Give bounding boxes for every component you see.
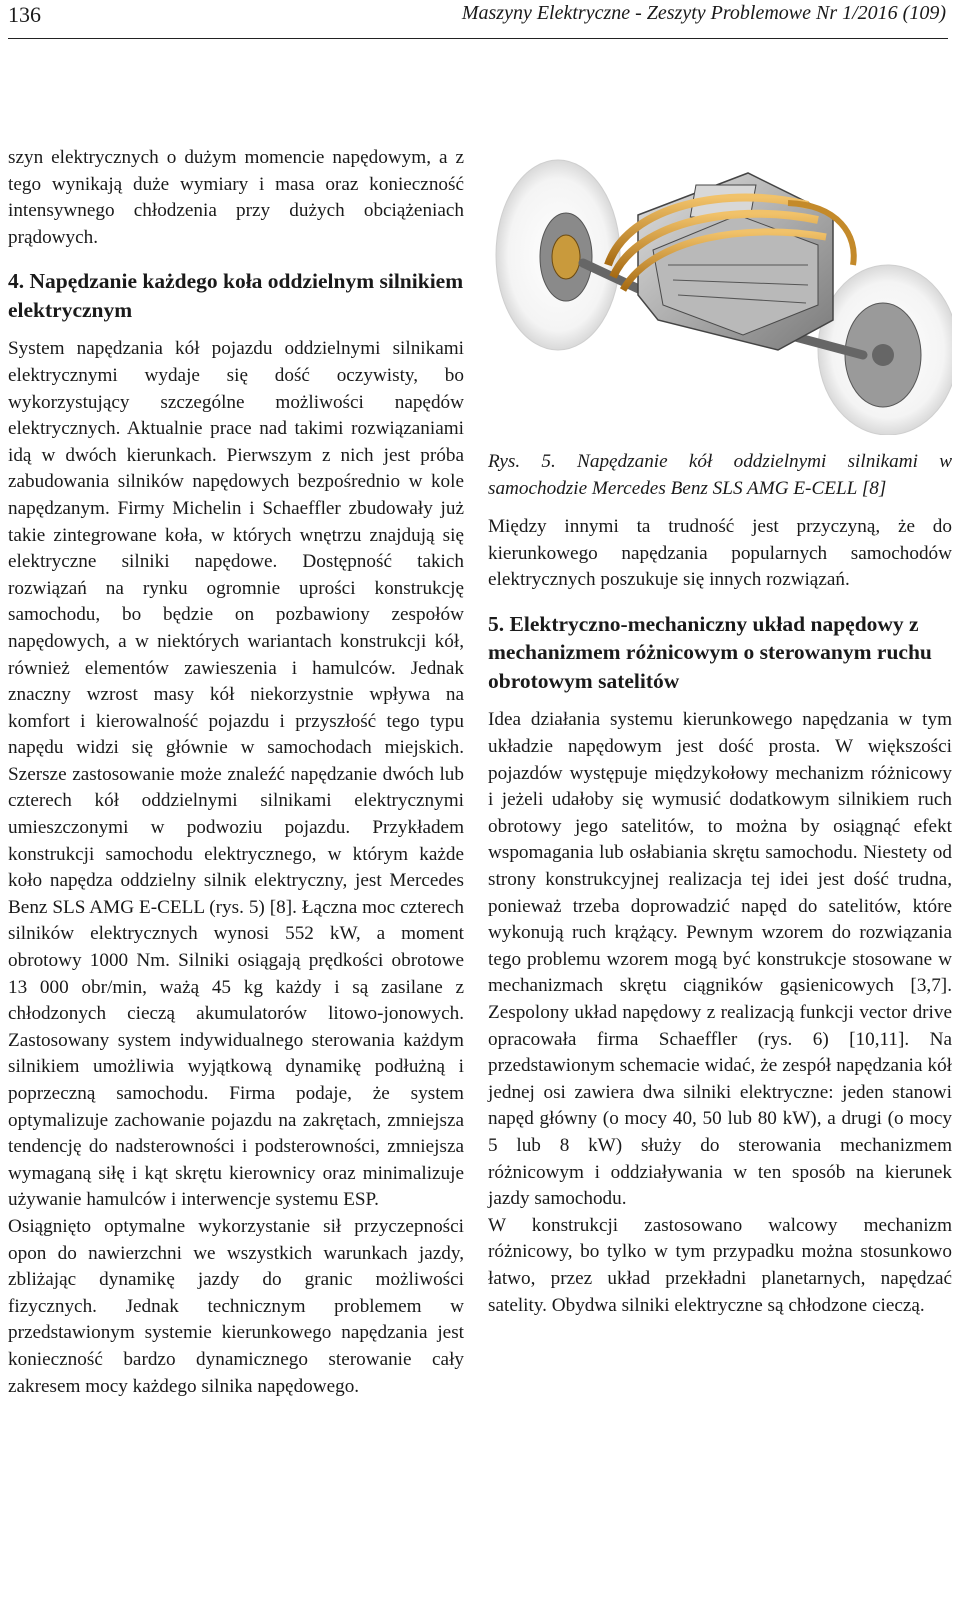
- page-number: 136: [8, 2, 41, 27]
- left-column: [8, 145, 464, 1400]
- running-header: Maszyny Elektryczne - Zeszyty Problemowe Nr 1/2016 (109): [461, 2, 946, 24]
- body-paragraph-4: Idea działania systemu kierunkowego napędzania w tym układzie napędowym jest dość prosta. W większości pojazdów występuje międzykołowy mechanizm różnicowy i jeżeli udałoby się wymusić dodatkowym silnikiem ruch obrotowy jego satelitów, to można by osiągnąć efekt wspomagania lub osłabiania skrętu samochodu. Niestety od strony konstrukcyjnej realizacja tej idei jest dość trudna, ponieważ trzeba doprowadzić napęd do satelitów, które wykonują ruch krążący. Pewnym wzorem do rozwiązania tego problemu wzorem mogą być konstrukcje stosowane w mechanizmach skrętu ciągników gąsienicowych [3,7]. Zespolony układ napędowy z realizacją funkcji vector drive opracowała firma Schaeffler (rys. 6) [10,11]. Na przedstawionym schemacie widać, że zespół napędzania kół jednej osi zawiera dwa silniki elektryczne: jeden stanowi napęd główny (o mocy 40, 50 lub 80 kW), a drugi (o mocy 5 lub 8 kW) służy do sterowania mechanizmem różnicowym i oddziaływania w ten sposób na kierunek jazdy samochodu.: [488, 709, 952, 1210]
- body-paragraph-3: Między innymi ta trudność jest przyczyną, że do kierunkowego napędzania popularnych samochodów elektrycznych poszukuje się innych rozwiązań.: [488, 516, 952, 591]
- figure-caption: Rys. 5. Napędzanie kół oddzielnymi silnikami w samochodzie Mercedes Benz SLS AMG E-CELL [8]: [488, 451, 952, 499]
- header-rule: [8, 38, 948, 39]
- intro-paragraph: szyn elektrycznych o dużym momencie napędowym, a z tego wynikają duże wymiary i masa oraz konieczność intensywnego chłodzenia przy dużych obciążeniach prądowych.: [8, 147, 464, 248]
- right-column: [488, 145, 952, 1319]
- body-paragraph-2: Osiągnięto optymalne wykorzystanie sił przyczepności opon do nawierzchni we wszystkich warunkach jazdy, zbliżając dynamikę jazdy do granic możliwości fizycznych. Jednak technicznym problemem w przedstawionym systemie kierunkowego napędzania jest konieczność bardzo dynamicznego sterowanie cały zakresem mocy każdego silnika napędowego.: [8, 1215, 464, 1397]
- body-paragraph-5: W konstrukcji zastosowano walcowy mechanizm różnicowy, bo tylko w tym przypadku można stosunkowo łatwo, przez układ przekładni planetarnych, napędzać satelity. Obydwa silniki elektryczne są chłodzone cieczą.: [488, 1214, 952, 1316]
- figure-5: [488, 145, 952, 435]
- drivetrain-illustration: [488, 145, 952, 435]
- body-paragraph-1: System napędzania kół pojazdu oddzielnymi silnikami elektrycznymi wydaje się dość oczywisty, bo wykorzystujący szczególne możliwości napędów elektrycznych. Aktualnie prace nad takimi rozwiązaniami idą w dwóch kierunkach. Pierwszym z nich jest próba zabudowania silników napędowych bezpośrednio w kole napędzanym. Firmy Michelin i Schaeffler zbudowały już takie zintegrowane koła, w których wnętrzu znajdują się elektryczne silniki napędowe. Dostępność takich rozwiązań na rynku ogromnie uprości konstrukcję samochodu, bo będzie on pozbawiony zespołów napędowych, a w niektórych wariantach konstrukcji kół, również elementów zawieszenia i hamulców. Jednak znaczny wzrost masy kół niekorzystnie wpływa na komfort i kierowalność pojazdu i przyszłość tego typu napędu widzi się głównie w samochodach miejskich. Szersze zastosowanie może znaleźć napędzanie dwóch lub czterech kół oddzielnymi silnikami elektrycznymi umieszczonymi w podwoziu pojazdu. Przykładem konstrukcji samochodu elektrycznego, w którym każde koło napędza oddzielny silnik elektryczny, jest Mercedes Benz SLS AMG E-CELL (rys. 5) [8]. Łączna moc czterech silników elektrycznych wynosi 552 kW, a moment obrotowy 1000 Nm. Silniki osiągają prędkości obrotowe 13 000 obr/min, ważą 45 kg każdy i są zasilane z chłodzonych cieczą akumulatorów litowo-jonowych. Zastosowany system indywidualnego sterowania każdym silnikiem umożliwia wyjątkową dynamikę podłużną i poprzeczną samochodu. Firma podaje, że system optymalizuje zachowanie pojazdu na zakrętach, zmniejsza tendencję do nadsterowności i podsterowności, zmniejsza wymaganą siłę i kąt skrętu kierownicy oraz minimalizuje używanie hamulców i interwencje systemu ESP.: [8, 338, 464, 1211]
- section-4-heading: 4. Napędzanie każdego koła oddzielnym silnikiem elektrycznym: [8, 269, 464, 322]
- section-5-heading: 5. Elektryczno-mechaniczny układ napędowy z mechanizmem różnicowym o sterowanym ruchu obrotowym satelitów: [488, 611, 932, 693]
